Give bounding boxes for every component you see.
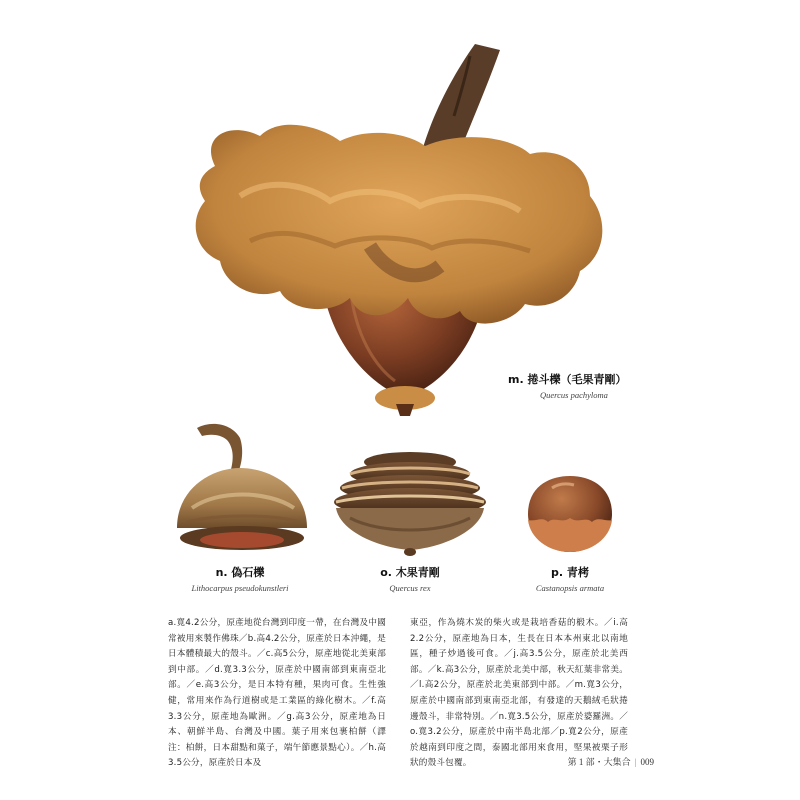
chestnut-p-illustration [522,474,618,556]
body-text-column-2: 東亞，作為燒木炭的柴火或是栽培香菇的椴木。／i.高2.2公分，原產地為日本，生長在日本本州東北以南地區，種子炒過後可食。／j.高3.5公分，原產於北美西部。／k.高3公分，原產於北美中部，秋天紅葉非常美。／l.高2公分，原產於北美東部到中部。／m.寬3公分，原產於中國南部到東南亞北部，有發達的天鵝絨毛狀捲邊殼斗，非常特別。／n.寬3.5公分，原產於婆羅洲。／o.寬3.2公分，原產於中南半島北部／p.寬2公分，原產於越南到印度之間，泰國北部用來食用，堅果被栗子形狀的殼斗包覆。 [410,618,628,769]
specimen-m-name-zh: m. 捲斗櫟（毛果青剛） [508,373,627,386]
specimen-m-name-sci: Quercus pachyloma [540,390,608,400]
page-footer [568,755,654,768]
specimen-n-name-sci: Lithocarpus pseudokunstleri [191,583,289,593]
specimen-p-name-zh: p. 青栲 [551,566,589,579]
specimen-o-name-zh: o. 木果青剛 [380,566,440,579]
specimen-m-caption [508,371,626,400]
footer-separator: | [634,757,637,767]
specimen-n-caption [170,564,310,593]
specimen-p-caption [510,564,630,593]
specimen-o-caption [340,564,480,593]
footer-page-number: 009 [640,757,654,767]
specimen-n-name-zh: n. 偽石櫟 [215,566,265,579]
acorn-o-illustration [330,444,490,559]
specimen-p-name-sci: Castanopsis armata [535,583,605,593]
acorn-m-illustration [170,36,620,421]
footer-section: 第 1 部・大集合 [567,757,631,767]
acorn-n-illustration [172,418,312,558]
specimen-o-name-sci: Quercus rex [389,583,431,593]
body-text-column-1: a.寬4.2公分，原產地從台灣到印度一帶，在台灣及中國常被用來製作佛珠／b.高4.2公分，原產於日本沖繩，是日本體積最大的殼斗。／c.高5公分，原產地從北美東部到中部。／d.寬3.3公分，原產於中國南部到東南亞北部。／e.高3公分，是日本特有種，果肉可食。生性強健，常用來作為行道樹或是工業區的綠化樹木。／f.高3.3公分，原產地為歐洲。／g.高3公分，原產地為日本、朝鮮半島、台灣及中國。葉子用來包裹柏餅（譯注：柏餅，日本甜點和菓子，端午節應景點心）。／h.高3.5公分，原產於日本及 [168,618,386,769]
